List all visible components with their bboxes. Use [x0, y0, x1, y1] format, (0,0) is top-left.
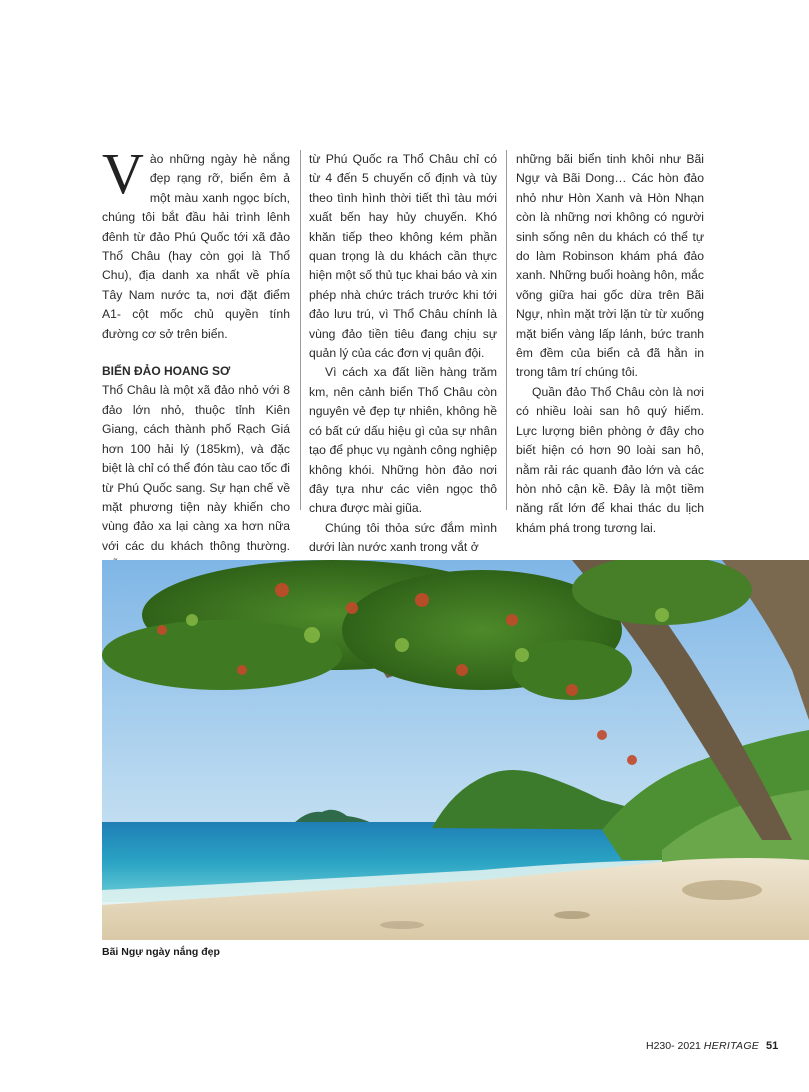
article-column-2 — [309, 150, 497, 558]
paragraph: Thổ Châu là một xã đảo nhỏ với 8 đảo lớn nhỏ, thuộc tỉnh Kiên Giang, cách thành phố Rạch Giá hơn 100 hải lý (185km), và đặc biệt là chỉ có thể đón tàu cao tốc đi từ Phú Quốc sang. Sự hạn chế về mặt phương tiện này khiến cho vùng đảo xa lại càng xa hơn nữa với các du khách thông thường. — [102, 383, 290, 553]
magazine-name: HERITAGE — [703, 1040, 760, 1052]
issue-number: H230- 2021 — [646, 1040, 701, 1052]
paragraph: Vì cách xa đất liền hàng trăm km, nên cảnh biển Thổ Châu còn nguyên vẻ đẹp tự nhiên, không hề có bất cứ dấu hiệu gì của sự nhân tạo để phục vụ ngành công nghiệp không khói. Những hòn đảo nơi đây tựa như các viên ngọc thô chưa được mài giũa. — [309, 365, 497, 516]
beach-photo — [102, 560, 809, 940]
article-column-3 — [516, 150, 704, 538]
section-heading: BIỂN ĐẢO HOANG SƠ — [102, 364, 231, 379]
drop-cap: V — [102, 141, 144, 206]
page-footer — [646, 1040, 778, 1052]
article-column-1 — [102, 141, 290, 576]
intro-paragraph — [102, 141, 290, 344]
paragraph: Chúng tôi thỏa sức đắm mình dưới làn nước xanh trong vắt ở — [309, 520, 497, 555]
paragraph: những bãi biển tinh khôi như Bãi Ngự và Bãi Dong… Các hòn đảo nhỏ như Hòn Xanh và Hòn Nhạn còn là những nơi không có người sinh sống nên du khách có thể tự do làm Robinson khám phá đảo xanh. Những buổi hoàng hôn, mắc võng giữa hai gốc dừa trên Bãi Ngự, nhìn mặt trời lặn từ từ xuống mặt biển vàng lấp lánh, bức tranh êm đềm của biển cả đã hằn in trong tâm trí chúng tôi. — [516, 152, 704, 380]
page-number: 51 — [766, 1040, 779, 1052]
paragraph: từ Phú Quốc ra Thổ Châu chỉ có từ 4 đến 5 chuyến cố định và tùy theo tình hình thời tiết thì tàu mới xuất bến hay hủy chuyến. Khó khăn tiếp theo không kém phần quan trọng là du khách cần thực hiện một số thủ tục khai báo và xin phép nhà chức trách trước khi tới đảo lưu trú, vì Thổ Châu chính là vùng đảo tiền tiêu đang chịu sự quản lý của các đơn vị quân đội. — [309, 152, 497, 361]
column-divider — [300, 150, 301, 510]
intro-text: ào những ngày hè nắng đẹp rạng rỡ, biển êm ả một màu xanh ngọc bích, chúng tôi bắt đầu hải trình lênh đênh từ đảo Phú Quốc tới xã đảo Thổ Châu (hay còn gọi là Thổ Chu), địa danh xa nhất về phía Tây Nam nước ta, nơi đặt điểm A1- cột mốc chủ quyền tính đường cơ sở trên biển. — [102, 152, 290, 341]
paragraph: Quần đảo Thổ Châu còn là nơi có nhiều loài san hô quý hiếm. Lực lượng biên phòng ở đây cho biết hiện có hơn 90 loài san hô, nằm rải rác quanh đảo lớn và các hòn nhỏ cận kề. Đây là một tiềm năng rất lớn để khai thác du lịch khám phá trong tương lai. — [516, 384, 704, 535]
photo-caption: Bãi Ngự ngày nắng đẹp — [102, 946, 220, 958]
column-divider — [506, 150, 507, 510]
